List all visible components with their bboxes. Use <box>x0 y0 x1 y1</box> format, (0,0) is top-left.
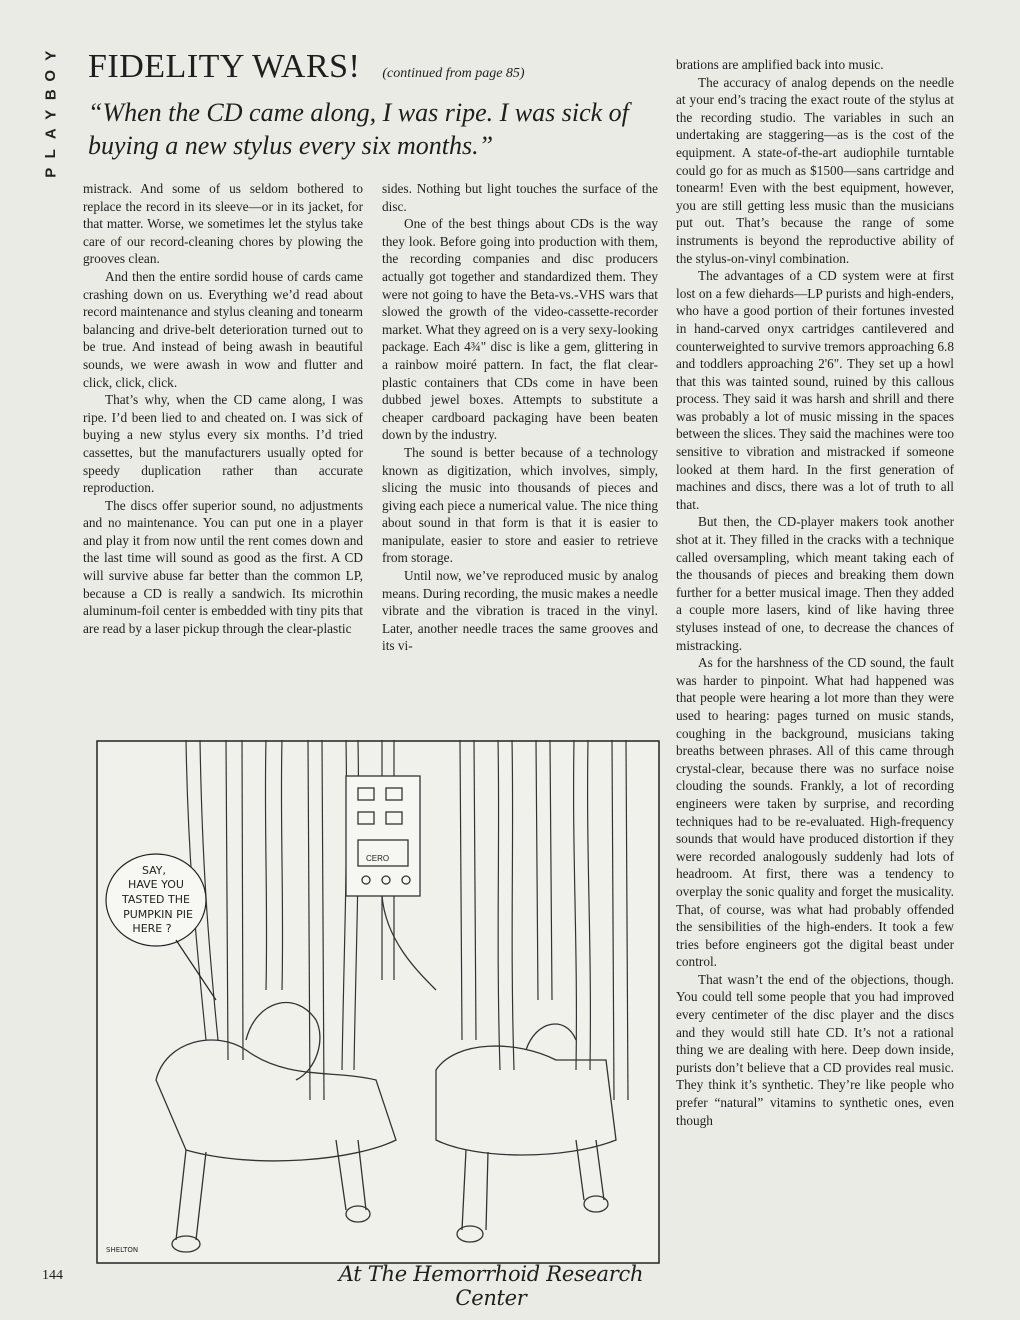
spine-letter: L <box>42 148 60 158</box>
paragraph: sides. Nothing but light touches the surface of the disc. <box>382 181 658 214</box>
paragraph: The discs offer superior sound, no adjustments and no maintenance. You can put one in a player and play it from now until the rent comes down and the last time will sound as good as the first. A CD will survive abuse far better than the common LP, because a CD is really a sandwich. Its microthin aluminum-foil center is embedded with tiny pits that are read by a laser pickup through the clear-plastic <box>83 497 363 636</box>
paragraph: Until now, we’ve reproduced music by analog means. During recording, the music makes a needle vibrate and the vibration is traced in the vinyl. Later, another needle traces the same grooves and its vi- <box>382 568 658 654</box>
speech-bubble-line: HAVE YOU <box>128 878 184 891</box>
paragraph: But then, the CD-player makers took another shot at it. They filled in the cracks with a technique called oversampling, which meant taking each of the thousands of pieces and breaking them down further for a better musical image. Then they added a couple more lasers, kind of like having three styluses instead of one, to decrease the chances of mistracking. <box>676 514 954 653</box>
magazine-spine-label <box>36 46 66 183</box>
speech-bubble-line: HERE ? <box>132 922 172 935</box>
page-number: 144 <box>42 1268 63 1283</box>
cartoon-illustration <box>96 740 660 1264</box>
paragraph: brations are amplified back into music. <box>676 57 884 72</box>
spine-letter: B <box>42 89 60 101</box>
speech-bubble-line: TASTED THE <box>122 893 190 906</box>
continued-note: (continued from page 85) <box>382 66 525 81</box>
spine-letter: O <box>42 69 60 82</box>
article-headline: FIDELITY WARS! <box>88 48 361 85</box>
pull-quote: “When the CD came along, I was ripe. I was sick of buying a new stylus every six months.” <box>88 98 629 160</box>
spine-letter: P <box>42 167 60 178</box>
paragraph: The accuracy of analog depends on the needle at your end’s tracing the exact route of the stylus at the recording studio. The variables in such an undertaking are staggering—as is the cost of the equipment. A state-of-the-art audiophile turntable could go for as much as $1500—sans cartridge and tonearm! Even with the best equipment, however, you are still getting less music than the musicians put out. That’s because the range of some instruments is beyond the reproductive ability of the stylus-on-vinyl combination. <box>676 74 954 266</box>
paragraph: As for the harshness of the CD sound, the fault was harder to pinpoint. What had happened was that people were hearing a lot more than they were used to hearing: pages turned on music stands, coughing in the background, musicians taking breaths between phrases. All of this came through crystal-clear, because there was no surface noise clouding the sounds. Frankly, a lot of recording engineers were taken by surprise, and recording techniques had to be re-evaluated. High-frequency sounds that would have produced distortion if they were recorded analogously suddenly had lots of headroom. At first, there was a tendency to overplay the sonic quality and forget the musicality. That, of course, was what had probably offended the sensibilities of the high-enders. It took a few tries before engineers got the digital beast under control. <box>676 655 954 970</box>
paragraph: mistrack. And some of us seldom bothered to replace the record in its sleeve—or in its jacket, for that matter. Worse, we sometimes let the stylus take care of our record-cleaning chores by plowing the grooves clean. <box>83 181 363 267</box>
cartoon-caption: At The Hemorrhoid Research Center <box>338 1262 644 1310</box>
speech-bubble-line: SAY, <box>141 864 167 877</box>
paragraph: That wasn’t the end of the objections, though. You could tell some people that you had improved every centimeter of the disc player and the discs and they would still hate CD. It’s not a rational thing we are dealing with here. Deep down inside, purists don’t believe that a CD provides real music. They think it’s synthetic. They’re like people who prefer “natural” vitamins to synthetic ones, even though <box>676 971 954 1128</box>
artist-signature: SHELTON <box>106 1246 139 1254</box>
device-label: CERO <box>366 854 390 863</box>
speech-bubble-line: PUMPKIN PIE <box>123 908 193 921</box>
text-column-3 <box>676 56 954 1129</box>
paragraph: And then the entire sordid house of cards came crashing down on us. Everything we’d read about record maintenance and stylus cleaning and tonearm balancing and drive-belt deterioration turned out to be true. And instead of being awash in beautiful sounds, we were awash in wow and flutter and click, click, click. <box>83 268 363 390</box>
paragraph: The advantages of a CD system were at first lost on a few diehards—LP purists and high-enders, who have a good portion of their fortunes invested in hand-carved onyx cartridges cantilevered and counterweighted to survive tremors approaching 6.8 and toddlers approaching 2'6". They set up a howl that this was tainted sound, ruined by this callous process. They said it was harsh and shrill and there was probably a lot of music missing in the spaces between the slices. They said the machines were too sensitive to vibration and mistracked if someone looked at them hard. In the first generation of machines and discs, there was a lot of truth to all that. <box>676 268 954 512</box>
spine-letter: Y <box>42 109 60 120</box>
text-column-1 <box>83 180 363 637</box>
paragraph: The sound is better because of a technology known as digitization, which involves, simply, slicing the music into thousands of pieces and giving each piece a numerical value. The nice thing about sound in that form is that it is easier to manipulate, easier to store and easier to retrieve from storage. <box>382 444 658 566</box>
text-column-2 <box>382 180 658 655</box>
headline-row <box>88 48 668 86</box>
spine-letter: A <box>42 128 60 140</box>
paragraph: One of the best things about CDs is the way they look. Before going into production with them, the recording companies and disc producers actually got together and standardized them. They were not going to have the Beta-vs.-VHS wars that slowed the growth of the video-cassette-recorder market. What they agreed on is a very sexy-looking package. Each 4¾" disc is like a gem, glittering in a rainbow moiré pattern. In fact, the flat clear-plastic containers that CDs come in have been dubbed jewel boxes. Attempts to substitute a cheaper cardboard packaging have been beaten down by the industry. <box>382 216 658 443</box>
spine-letter: Y <box>42 50 60 61</box>
paragraph: That’s why, when the CD came along, I was ripe. I’d been lied to and cheated on. I was sick of buying a new stylus every six months. I’d tried cassettes, but the manufacturers usually opted for speedy duplication rather than accurate reproduction. <box>83 392 363 496</box>
